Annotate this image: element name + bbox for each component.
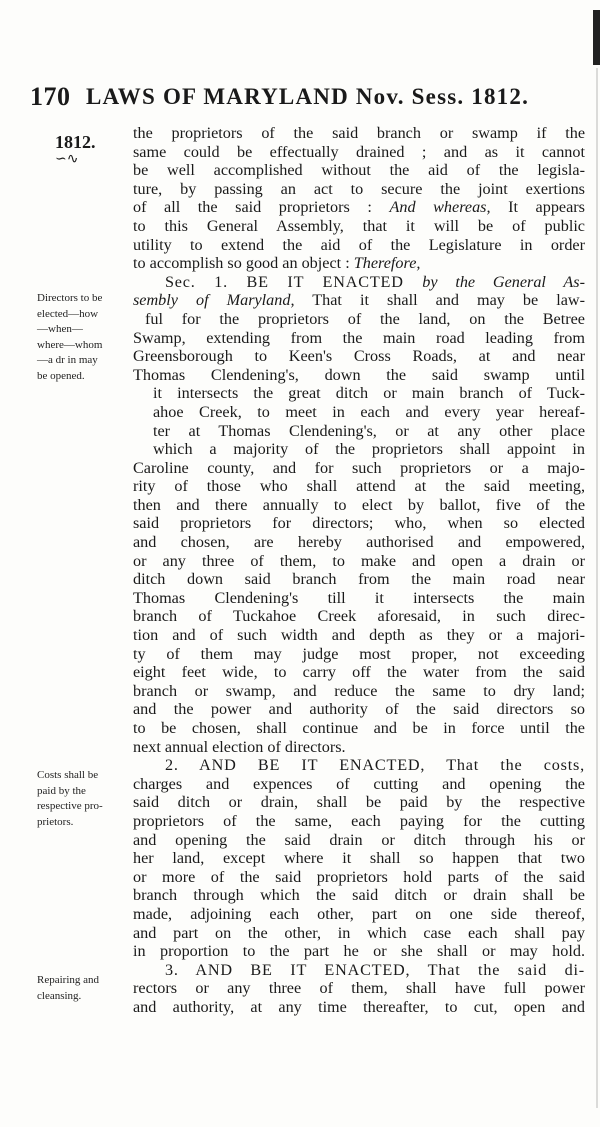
text-line [133,291,585,310]
section-heading-line [133,273,585,292]
text-line: and opening the said drain or ditch through his or [133,830,585,849]
note-line: Repairing and [37,974,100,986]
text-line: it intersects the great ditch or main branch of Tuck- [153,384,585,403]
note-line: where—whom [37,338,103,351]
note-line: respective pro- [37,800,103,812]
text-run-italic: by the General As- [422,272,585,291]
text-line: ty of them may judge most proper, not exceeding [133,644,585,663]
text-line: branch or swamp, and reduce the same to dry land; [133,681,585,700]
text-line: ahoe Creek, to meet in each and every year hereaf- [153,402,585,421]
text-line: or more of the said proprietors hold parts of the said [133,867,585,886]
text-line: and authority, at any time thereafter, to cut, open and [133,997,585,1016]
note-line: prietors. [37,815,74,828]
page-edge-mark [593,10,600,65]
text-line: charges and expences of cutting and opening the [133,774,585,793]
text-line: in proportion to the part he or she shall or may hold. [133,942,585,961]
note-line: —when— [37,323,83,335]
text-line: made, adjoining each other, part on one side thereof, [133,904,585,923]
text-line: be well accomplished without the aid of the legisla- [133,161,585,180]
text-line: Thomas Clendening's till it intersects the main [133,588,585,607]
ornament-flourish: ∽∿ [55,152,79,167]
text-run: to accomplish so good an object : [133,254,354,273]
text-line: ful for the proprietors of the land, on the Betree [145,309,585,328]
text-line: rity of those who shall attend at the said meeting, [133,477,585,496]
page-header [30,82,530,116]
note-line: elected—how [37,307,99,320]
note-line: cleansing. [37,989,82,1002]
marginal-note-repairing [37,973,142,1004]
text-run-italic: sembly of Maryland, [133,291,295,310]
text-line: branch of Tuckahoe Creek aforesaid, in such direc- [133,607,585,626]
text-line: branch through which the said ditch or drain shall be [133,886,585,905]
text-line: or any three of them, to make and open a drain or [133,551,585,570]
text-line: to this General Assembly, that it will be of public [133,216,585,235]
text-line [133,254,585,273]
text-line: proprietors of the same, each paying for the cutting [133,811,585,830]
text-line: then and there annually to elect by ballot, five of the [133,495,585,514]
marginal-note-directors [37,291,142,384]
text-line: tion and of such width and depth as they or a majori- [133,626,585,645]
note-line: —a dr in may [37,354,98,366]
note-line: paid by the [37,784,86,797]
text-line: and part on the other, in which case each shall pay [133,923,585,942]
text-run-italic: Therefore, [353,254,421,273]
text-line: Caroline county, and for such proprietors or a majo- [133,458,585,477]
section-heading-line: 3. AND BE IT ENACTED, That the said di- [165,960,585,979]
text-line: said proprietors for directors; who, when so elected [133,514,585,533]
text-line: ter at Thomas Clendening's, or at any other place [153,421,585,440]
text-line: same could be effectually drained ; and as it cannot [133,142,585,161]
section-heading: Sec. 1. BE IT ENACTED [165,272,423,291]
note-line: Costs shall be [37,769,99,781]
note-line: Directors to be [37,292,103,304]
text-line: Thomas Clendening's, down the said swamp until [133,365,585,384]
text-line: and chosen, are hereby authorised and empowered, [133,533,585,552]
text-line: eight feet wide, to carry off the water from the said [133,663,585,682]
text-line: utility to extend the aid of the Legislature in order [133,235,585,254]
text-line: to be chosen, shall continue and be in force until the [133,719,585,737]
section-heading-line: 2. AND BE IT ENACTED, That the costs, [165,756,585,775]
text-run: It appears [490,198,585,217]
text-line: next annual election of directors. [133,737,346,756]
note-line: be opened. [37,369,85,382]
body-text [133,124,585,1017]
text-line: Greensborough to Keen's Cross Roads, at and near [133,347,585,366]
page-number: 170 [30,82,71,111]
text-line: ditch down said branch from the main road near [133,570,585,589]
margin-year: 1812. [55,132,96,152]
page-edge-shadow [596,68,598,1108]
text-line: ture, by passing an act to secure the joint exertions [133,179,585,198]
text-line: her land, except where it shall so happen that two [133,849,585,868]
text-line: which a majority of the proprietors shall appoint in [153,440,585,459]
marginal-note-costs [37,768,142,830]
text-run: That it shall and may be law- [294,291,585,310]
text-line: rectors or any three of them, shall have full power [133,979,585,998]
text-run-italic: And whereas, [389,198,491,217]
text-line: the proprietors of the said branch or swamp if the [133,124,585,142]
text-line: and the power and authority of the said directors so [133,700,585,719]
text-line: said ditch or drain, shall be paid by the respective [133,793,585,812]
text-run: of all the said proprietors : [133,198,390,217]
text-line [133,198,585,217]
running-head: LAWS OF MARYLAND Nov. Sess. 1812. [86,84,530,109]
text-line: Swamp, extending from the main road leading from [133,328,585,347]
